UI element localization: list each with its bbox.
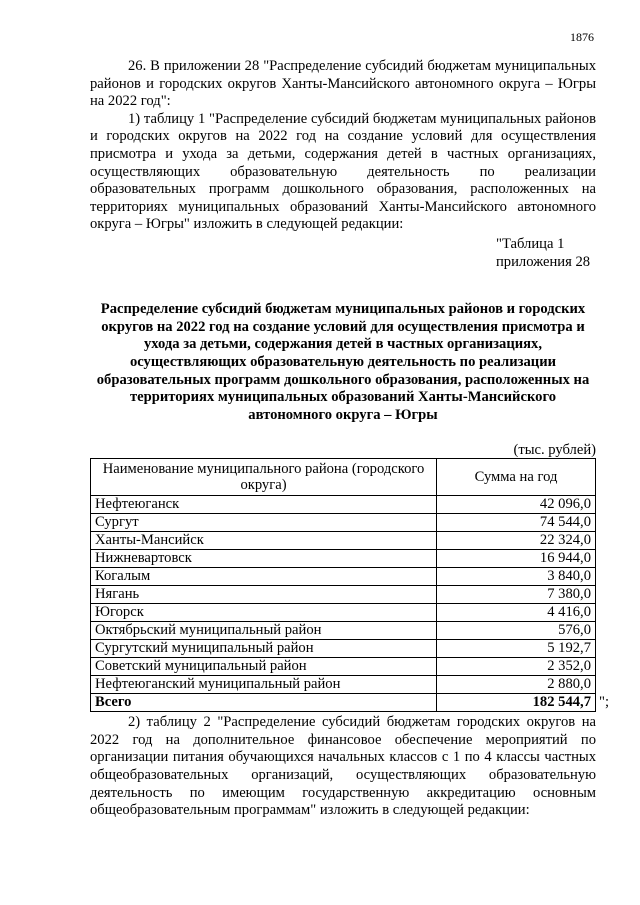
municipality-name-cell: Нягань: [91, 586, 437, 604]
table-total-row: [91, 694, 596, 712]
closing-quote-mark: ";: [598, 694, 609, 711]
annual-sum-cell: 576,0: [437, 622, 596, 640]
annual-sum-cell: 4 416,0: [437, 604, 596, 622]
annual-sum-cell: 22 324,0: [437, 532, 596, 550]
table-row: [91, 496, 596, 514]
table-caption-line2: приложения 28: [496, 253, 591, 270]
annual-sum-cell: 2 352,0: [437, 658, 596, 676]
municipality-name-cell: Нефтеюганский муниципальный район: [91, 676, 437, 694]
table-row: [91, 622, 596, 640]
table-row: [91, 676, 596, 694]
total-name-cell: Всего: [91, 694, 437, 712]
intro-paragraph: 26. В приложении 28 "Распределение субсидий бюджетам муниципальных районов и городских округов Ханты-Мансийского автономного округа – Югры на 2022 год":: [90, 58, 596, 110]
annual-sum-cell: 16 944,0: [437, 550, 596, 568]
municipality-name-cell: Нефтеюганск: [91, 496, 437, 514]
municipality-name-cell: Октябрьский муниципальный район: [91, 622, 437, 640]
table-row: [91, 532, 596, 550]
annual-sum-cell: 2 880,0: [437, 676, 596, 694]
table-row: [91, 604, 596, 622]
table-row: [91, 640, 596, 658]
annual-sum-cell: 3 840,0: [437, 568, 596, 586]
annual-sum-cell: 5 192,7: [437, 640, 596, 658]
item2-paragraph: 2) таблицу 2 "Распределение субсидий бюджетам городских округов на 2022 год на дополнительное финансовое обеспечение мероприятий по организации питания обучающихся начальных классов с 1 по 4 классы частных общеобразовательных организаций, осуществляющих образовательную деятельность по имеющим государственную аккредитацию основным общеобразовательным программам" изложить в следующей редакции:: [90, 714, 596, 819]
municipality-name-cell: Сургутский муниципальный район: [91, 640, 437, 658]
units-label: (тыс. рублей): [513, 442, 596, 459]
header-sum-cell: Сумма на год: [437, 459, 596, 496]
document-body: [90, 58, 609, 820]
total-sum-value: 182 544,7: [532, 694, 591, 711]
municipality-name-cell: Ханты-Мансийск: [91, 532, 437, 550]
table-row: [91, 514, 596, 532]
annual-sum-cell: 7 380,0: [437, 586, 596, 604]
table-caption: [496, 236, 596, 271]
table-header-row: [91, 459, 596, 496]
municipality-name-cell: Советский муниципальный район: [91, 658, 437, 676]
page-number: 1876: [570, 30, 594, 44]
table-row: [91, 568, 596, 586]
annual-sum-cell: 74 544,0: [437, 514, 596, 532]
table-row: [91, 658, 596, 676]
municipality-name-cell: Сургут: [91, 514, 437, 532]
municipality-name-cell: Нижневартовск: [91, 550, 437, 568]
header-name-cell: Наименование муниципального района (городского округа): [91, 459, 437, 496]
total-sum-cell: [437, 694, 609, 712]
item1-paragraph: 1) таблицу 1 "Распределение субсидий бюджетам муниципальных районов и городских округов на 2022 год на создание условий для осуществления присмотра и ухода за детьми, содержания детей в частных организациях, осуществляющих образовательную деятельность по реализации образовательных программ дошкольного образования, расположенных на территориях муниципальных образований Ханты-Мансийского автономного округа – Югры" изложить в следующей редакции:: [90, 110, 596, 233]
annual-sum-cell: 42 096,0: [437, 496, 596, 514]
table-title: Распределение субсидий бюджетам муниципальных районов и городских округов на 2022 год на создание условий для осуществления присмотра и ухода за детьми, содержания детей в частных организациях, осуществляющих образовательную деятельность по реализации образовательных программ дошкольного образования, расположенных на территориях муниципальных образований Ханты-Мансийского автономного округа – Югры: [96, 301, 590, 423]
municipality-name-cell: Югорск: [91, 604, 437, 622]
municipality-name-cell: Когалым: [91, 568, 437, 586]
subsidy-table: [90, 458, 609, 712]
table-row: [91, 550, 596, 568]
table-row: [91, 586, 596, 604]
table-caption-line1: "Таблица 1: [496, 235, 565, 252]
